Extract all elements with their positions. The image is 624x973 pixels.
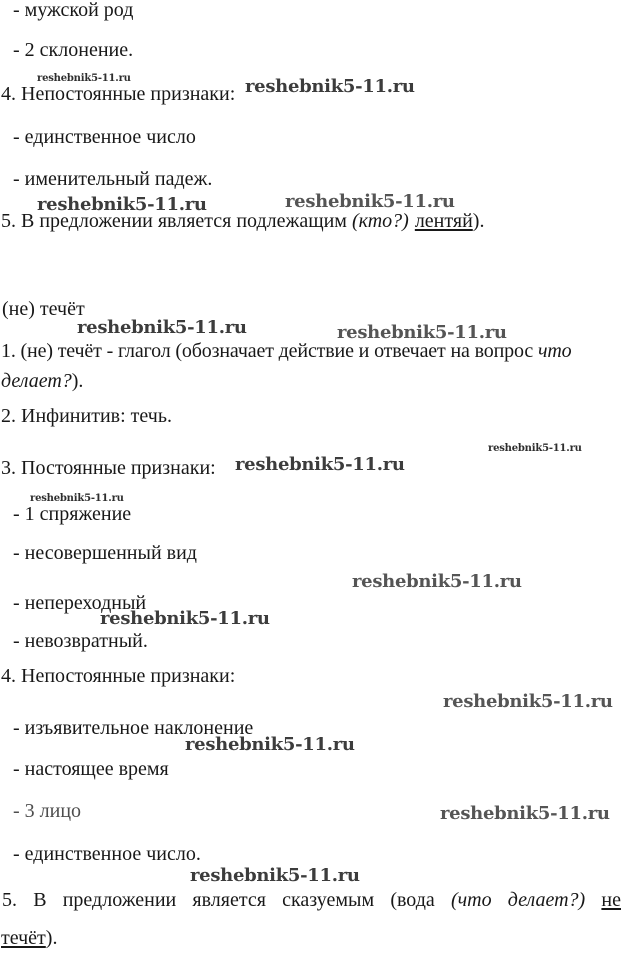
word: сказуемым: [282, 889, 375, 911]
word: предложении: [62, 889, 177, 911]
definition-italic: делает?: [1, 370, 72, 392]
word: является: [192, 889, 266, 911]
watermark-reshebnik: reshebnik5-11.ru: [190, 865, 360, 886]
verb-constant-item: - непереходный: [13, 592, 147, 614]
role-suffix: ).: [472, 210, 485, 232]
word-underlined: течёт: [1, 927, 46, 949]
watermark-reshebnik: reshebnik5-11.ru: [30, 493, 124, 504]
definition-italic: что: [537, 340, 572, 362]
watermark-reshebnik: reshebnik5-11.ru: [100, 608, 270, 629]
role-text: 5. В предложении является подлежащим: [1, 210, 352, 232]
word-italic: (что: [450, 889, 492, 911]
word: 5.: [2, 889, 17, 911]
noun-case-item: - именительный падеж.: [13, 168, 213, 190]
verb-variable-item: - настоящее время: [13, 758, 169, 780]
verb-constant-item: - невозвратный.: [13, 630, 148, 652]
verb-variable-item: - 3 лицо: [13, 800, 82, 822]
watermark-reshebnik: reshebnik5-11.ru: [337, 322, 507, 343]
noun-declension-item: - 2 склонение.: [13, 39, 134, 61]
role-question-italic: (кто?): [351, 210, 409, 232]
watermark-reshebnik: reshebnik5-11.ru: [352, 571, 522, 592]
verb-variable-item: - изъявительное наклонение: [13, 717, 254, 739]
verb-constant-item: - 1 спряжение: [13, 503, 132, 525]
watermark-reshebnik: reshebnik5-11.ru: [488, 443, 582, 454]
verb-sentence-role: [2, 890, 621, 910]
noun-variable-heading: 4. Непостоянные признаки:: [1, 83, 236, 105]
word: В: [33, 889, 47, 911]
noun-gender-item: - мужской род: [13, 0, 134, 21]
noun-number-item: - единственное число: [13, 126, 196, 148]
definition-text: 1. (не) течёт - глагол (обозначает действие и отвечает на вопрос: [1, 340, 538, 362]
watermark-reshebnik: reshebnik5-11.ru: [37, 194, 207, 215]
verb-sentence-role-line2: [1, 928, 57, 948]
role-subject-underlined: лентяй: [414, 210, 473, 232]
word: (вода: [390, 889, 435, 911]
watermark-reshebnik: reshebnik5-11.ru: [235, 454, 405, 475]
watermark-reshebnik: reshebnik5-11.ru: [37, 73, 131, 84]
watermark-reshebnik: reshebnik5-11.ru: [285, 191, 455, 212]
watermark-reshebnik: reshebnik5-11.ru: [77, 317, 247, 338]
verb-definition-line1: [1, 341, 572, 361]
role-suffix: ).: [45, 927, 58, 949]
verb-title: (не) течёт: [2, 298, 85, 320]
verb-constant-item: - несовершенный вид: [13, 542, 197, 564]
verb-definition-line2: [1, 371, 83, 391]
watermark-reshebnik: reshebnik5-11.ru: [440, 803, 610, 824]
verb-constant-heading: 3. Постоянные признаки:: [1, 457, 216, 479]
verb-variable-item: - единственное число.: [13, 843, 201, 865]
verb-variable-heading: 4. Непостоянные признаки:: [1, 665, 236, 687]
watermark-reshebnik: reshebnik5-11.ru: [245, 76, 415, 97]
noun-sentence-role: [1, 211, 484, 231]
watermark-reshebnik: reshebnik5-11.ru: [185, 734, 355, 755]
verb-infinitive-line: 2. Инфинитив: течь.: [1, 405, 172, 427]
watermark-reshebnik: reshebnik5-11.ru: [443, 691, 613, 712]
definition-suffix: ).: [71, 370, 84, 392]
word-italic: делает?): [507, 889, 586, 911]
word-underlined: не: [601, 889, 621, 911]
